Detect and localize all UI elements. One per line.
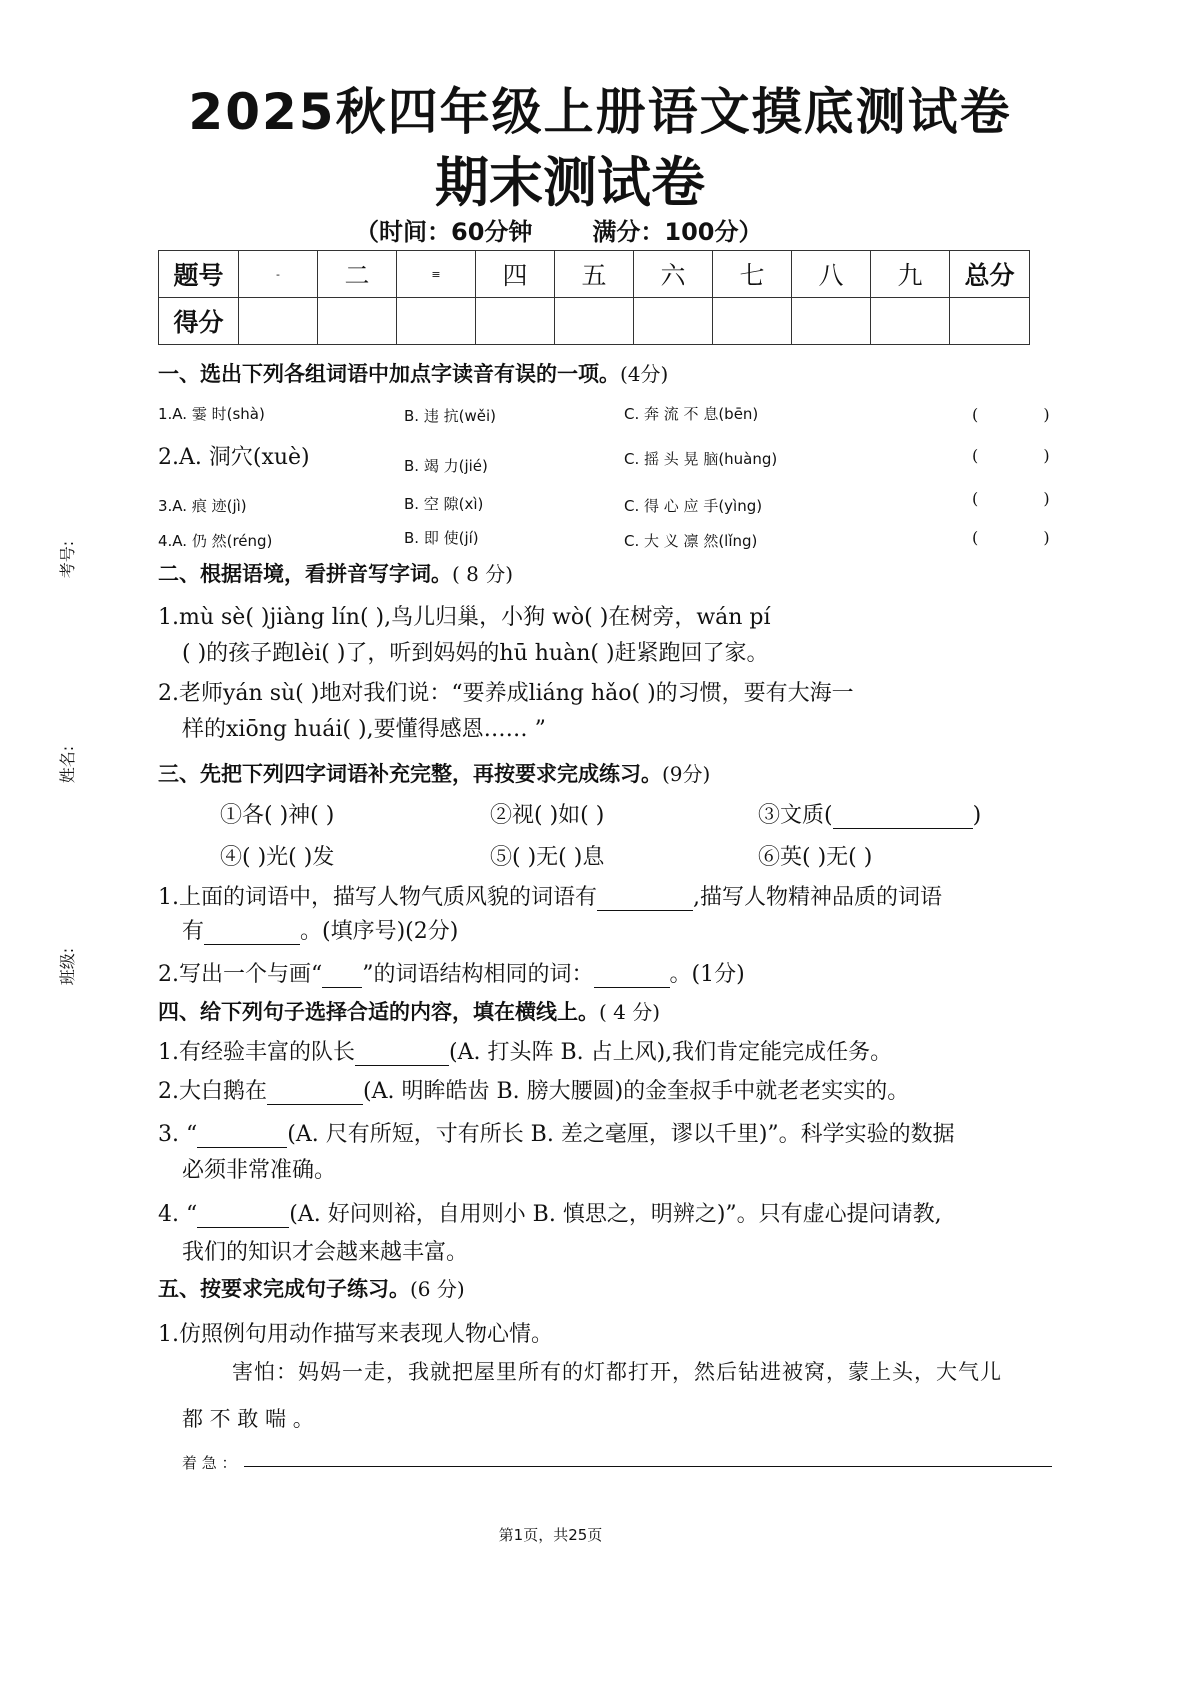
s4-q3-cont: 必须非常准确。: [182, 1158, 337, 1183]
s2-line-3: 2.老师yán sù( )地对我们说：“要养成liáng hǎo( )的习惯，要有大海一: [158, 681, 854, 706]
s1-row4-b: B. 即 使(jí): [404, 529, 479, 547]
s4-q2: [158, 1074, 909, 1105]
section-2-heading: [158, 558, 513, 588]
exam-subtitle: 期末测试卷: [435, 151, 705, 214]
s3-q1-text-4: 。(填序号)(2分): [300, 919, 459, 944]
score-input-cell[interactable]: [476, 298, 555, 345]
s4-q3-blank[interactable]: [197, 1122, 287, 1148]
s3-word-6: ⑥英( )无( ): [758, 845, 873, 870]
s1-row2-c: C. 摇 头 晃 脑(huàng): [624, 450, 778, 468]
score-input-cell[interactable]: [318, 298, 397, 345]
s3-q2-text-2: ”的词语结构相同的词：: [362, 962, 594, 987]
exam-title: 2025秋四年级上册语文摸底测试卷: [188, 83, 1012, 141]
score-cell: 总分: [950, 251, 1030, 298]
s4-q1-blank[interactable]: [355, 1040, 449, 1066]
score-cell: -: [239, 251, 318, 298]
s4-q2-blank[interactable]: [267, 1079, 363, 1105]
section-3-points: (9分): [662, 762, 711, 786]
score-input-cell[interactable]: [634, 298, 713, 345]
s3-q1-line2: [182, 914, 458, 945]
side-label-name: 姓名:: [58, 745, 78, 784]
score-input-cell[interactable]: [239, 298, 318, 345]
section-1-heading: [158, 358, 668, 388]
s3-q1-text: 1.上面的词语中，描写人物气质风貌的词语有: [158, 885, 597, 910]
s4-q1-options: (A. 打头阵 B. 占上风),我们肯定能完成任务。: [449, 1040, 893, 1065]
s4-q4-cont: 我们的知识才会越来越丰富。: [182, 1240, 469, 1265]
section-2-title: 二、根据语境，看拼音写字词。: [158, 562, 452, 586]
score-table-header-row: [159, 251, 1030, 298]
s1-row2-a: 2.A. 洞穴(xuè): [158, 445, 310, 470]
s3-word-5: ⑤( )无( )息: [490, 845, 605, 870]
s3-q2-blank[interactable]: [594, 962, 670, 988]
section-2-points: ( 8 分): [452, 562, 514, 586]
section-3-title: 三、先把下列四字词语补充完整，再按要求完成练习。: [158, 762, 662, 786]
s3-q1-blank-1[interactable]: [597, 885, 693, 911]
s3-word-3-text: ③文质(: [758, 803, 833, 828]
s1-row2-b: B. 竭 力(jié): [404, 457, 488, 475]
score-input-cell[interactable]: [397, 298, 476, 345]
s4-q2-text: 2.大白鹅在: [158, 1079, 267, 1104]
score-input-cell[interactable]: [713, 298, 792, 345]
s3-q2: [158, 957, 745, 988]
score-cell: 五: [555, 251, 634, 298]
s5-example-line2: 都 不 敢 喘 。: [182, 1407, 314, 1431]
s3-word-3: [758, 798, 981, 829]
answer-bracket[interactable]: ( ): [972, 528, 1080, 547]
s1-row1-b: B. 违 抗(wěi): [404, 407, 496, 425]
s5-q1: 1.仿照例句用动作描写来表现人物心情。: [158, 1322, 553, 1347]
page-footer: 第1页，共25页: [498, 1526, 603, 1544]
s1-row4-c: C. 大 义 凛 然(lǐng): [624, 532, 758, 550]
score-row-label: 得分: [159, 298, 239, 345]
answer-bracket[interactable]: ( ): [972, 405, 1080, 424]
section-1-points: (4分): [620, 362, 669, 386]
s4-q1: [158, 1035, 892, 1066]
s4-q3-text: 3. “: [158, 1122, 198, 1147]
score-cell: 题号: [159, 251, 239, 298]
s4-q4-text: 4. “: [158, 1202, 198, 1227]
s3-word-2: ②视( )如( ): [490, 803, 605, 828]
full-score: 满分：100分）: [592, 218, 763, 246]
s3-q1-line1: [158, 880, 942, 911]
s3-word-4: ④( )光( )发: [220, 845, 335, 870]
s5-answer-line[interactable]: [244, 1466, 1052, 1467]
s3-word-1: ①各( )神( ): [220, 803, 335, 828]
score-input-cell[interactable]: [555, 298, 634, 345]
score-table: [158, 250, 1030, 345]
s1-row3-a: 3.A. 痕 迹(jì): [158, 497, 247, 515]
s3-q2-text-3: 。(1分): [669, 962, 745, 987]
score-cell: 六: [634, 251, 713, 298]
score-input-cell[interactable]: [871, 298, 950, 345]
s5-answer-label: 着 急 ：: [182, 1454, 237, 1472]
score-table-score-row: [159, 298, 1030, 345]
s4-q2-options: (A. 明眸皓齿 B. 膀大腰圆)的金奎叔手中就老老实实的。: [363, 1079, 910, 1104]
score-cell: 八: [792, 251, 871, 298]
score-cell: 四: [476, 251, 555, 298]
s3-q2-text: 2.写出一个与画“: [158, 962, 323, 987]
s5-example-line1: 害怕：妈妈一走，我就把屋里所有的灯都打开，然后钻进被窝，蒙上头，大气儿: [232, 1360, 1002, 1384]
section-4-heading: [158, 996, 660, 1026]
section-3-heading: [158, 758, 710, 788]
s3-q1-blank-2[interactable]: [204, 919, 300, 945]
s4-q3-options: (A. 尺有所短，寸有所长 B. 差之毫厘，谬以千里)”。科学实验的数据: [287, 1122, 955, 1147]
s2-line-1: 1.mù sè( )jiàng lín( ),鸟儿归巢，小狗 wò( )在树旁，wán pí: [158, 605, 771, 630]
section-1-title: 一、选出下列各组词语中加点字读音有误的一项。: [158, 362, 620, 386]
s2-line-2: ( )的孩子跑lèi( )了，听到妈妈的hū huàn( )赶紧跑回了家。: [182, 641, 769, 666]
s1-row1-c: C. 奔 流 不 息(bēn): [624, 405, 759, 423]
time-limit: （时间：60分钟: [355, 218, 533, 246]
score-cell: 九: [871, 251, 950, 298]
s3-q2-underline-sample: [322, 962, 362, 988]
answer-bracket[interactable]: ( ): [972, 489, 1080, 508]
s4-q4-options: (A. 好问则裕，自用则小 B. 慎思之，明辨之)”。只有虚心提问请教,: [289, 1202, 942, 1227]
s4-q4: [158, 1197, 942, 1228]
s1-row1-a: 1.A. 霎 时(shà): [158, 405, 265, 423]
score-input-cell[interactable]: [950, 298, 1030, 345]
side-label-class: 班级:: [58, 947, 78, 986]
side-label-kaohao: 考号:: [58, 540, 78, 579]
s3-word-3-blank[interactable]: [833, 803, 973, 829]
section-5-title: 五、按要求完成句子练习。: [158, 1277, 410, 1301]
s3-q1-text-2: ,描写人物精神品质的词语: [693, 885, 942, 910]
s3-word-3-close: ): [972, 803, 982, 828]
score-cell: 七: [713, 251, 792, 298]
section-4-points: ( 4 分): [599, 1000, 661, 1024]
section-5-heading: [158, 1273, 465, 1303]
s4-q3: [158, 1117, 955, 1148]
answer-bracket[interactable]: ( ): [972, 446, 1080, 465]
section-4-title: 四、给下列句子选择合适的内容，填在横线上。: [158, 1000, 599, 1024]
s3-q1-text-3: 有: [182, 919, 205, 944]
score-input-cell[interactable]: [792, 298, 871, 345]
s1-row4-a: 4.A. 仍 然(réng): [158, 532, 273, 550]
score-cell: 二: [318, 251, 397, 298]
time-info: [355, 212, 763, 247]
section-5-points: (6 分): [410, 1277, 465, 1301]
s1-row3-c: C. 得 心 应 手(yìng): [624, 497, 763, 515]
s4-q1-text: 1.有经验丰富的队长: [158, 1040, 355, 1065]
score-cell: ≡: [397, 251, 476, 298]
s1-row3-b: B. 空 隙(xì): [404, 495, 484, 513]
s2-line-4: 样的xiōng huái( ),要懂得感恩…… ”: [182, 717, 546, 742]
s4-q4-blank[interactable]: [197, 1202, 289, 1228]
